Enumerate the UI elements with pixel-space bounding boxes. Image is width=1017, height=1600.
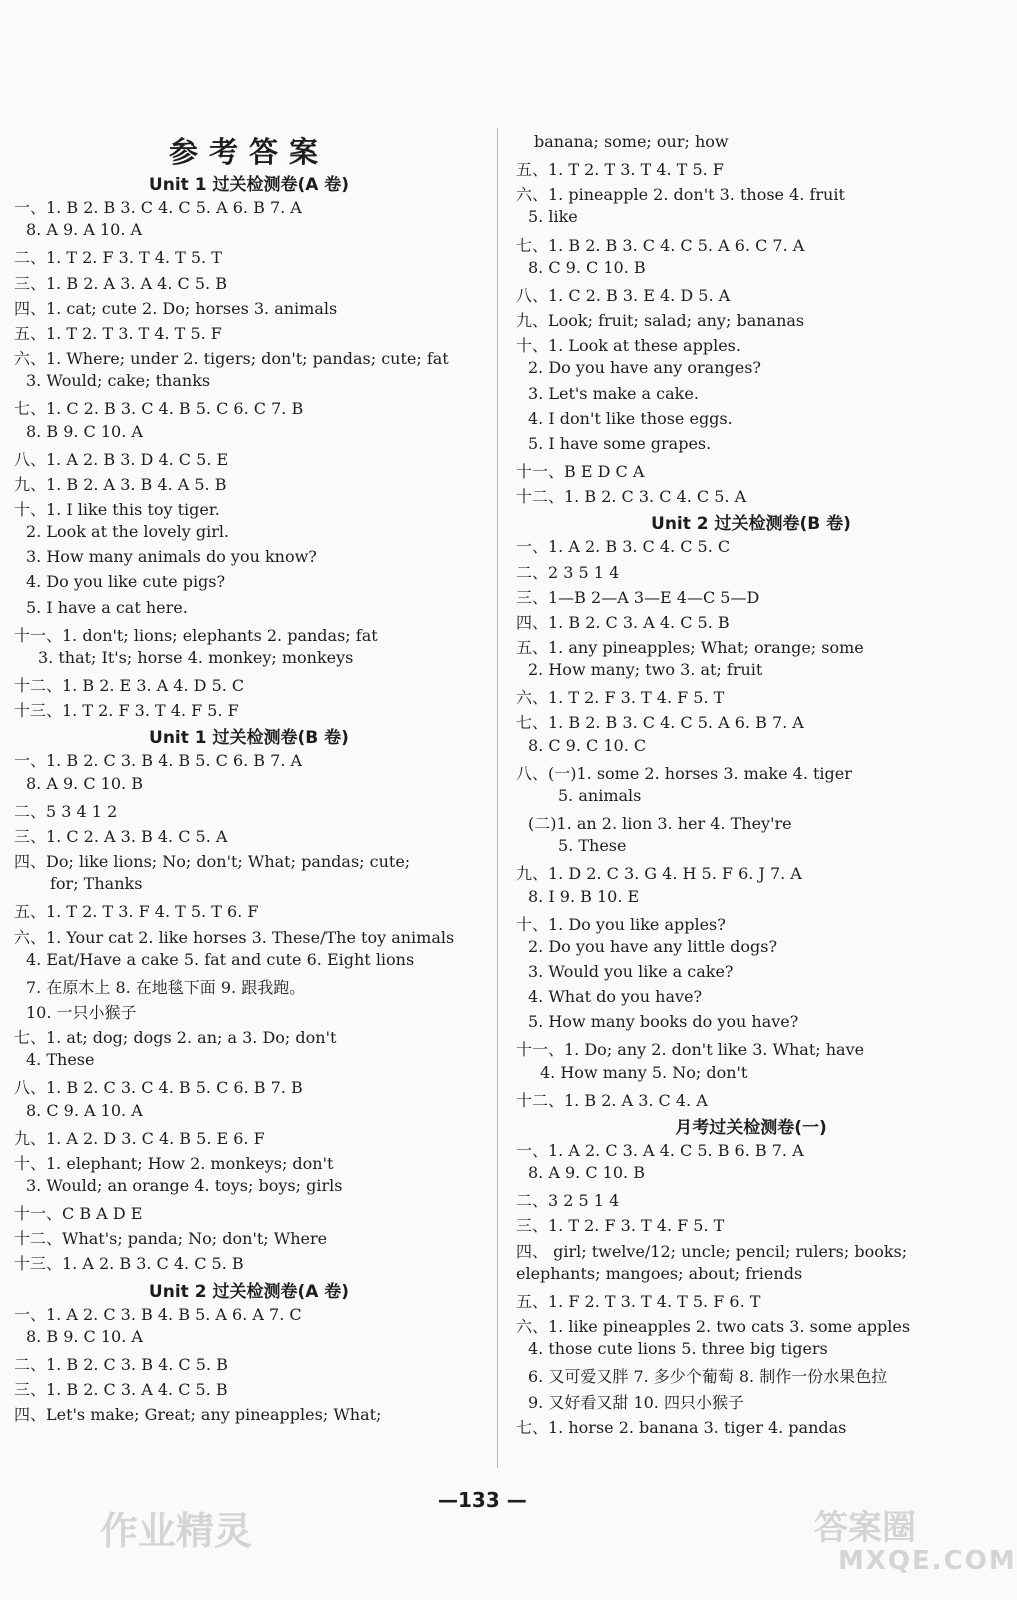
column-divider: [497, 128, 498, 1468]
answer-line: 五、1. T 2. T 3. F 4. T 5. T 6. F: [14, 902, 259, 922]
answer-line: 六、1. pineapple 2. don't 3. those 4. fruit: [516, 185, 845, 205]
answer-line: 五、1. F 2. T 3. T 4. T 5. F 6. T: [516, 1291, 761, 1311]
answer-line: 十一、B E D C A: [516, 461, 645, 481]
answer-line: 一、1. A 2. C 3. B 4. B 5. A 6. A 7. C: [14, 1304, 302, 1324]
answer-line: 四、 girl; twelve/12; uncle; pencil; rulers; books;: [516, 1241, 908, 1261]
answer-line: 一、1. A 2. C 3. A 4. C 5. B 6. B 7. A: [516, 1141, 804, 1160]
answer-line: 4. These: [26, 1050, 95, 1070]
answer-line: 3. Would; cake; thanks: [26, 371, 211, 391]
watermark-left: 作业精灵: [100, 1508, 253, 1553]
answer-line: 八、(一)1. some 2. horses 3. make 4. tiger: [516, 763, 852, 783]
answer-line: 十一、C B A D E: [14, 1204, 143, 1224]
answer-line: 十二、What's; panda; No; don't; Where: [14, 1229, 328, 1249]
answer-line: 五、1. any pineapples; What; orange; some: [516, 638, 864, 657]
answer-line: 九、1. D 2. C 3. G 4. H 5. F 6. J 7. A: [516, 864, 802, 884]
answer-line: 5. like: [528, 207, 578, 227]
answer-line: 8. A 9. C 10. B: [26, 773, 143, 793]
section-heading: Unit 1 过关检测卷(B 卷): [149, 728, 349, 749]
answer-line: (二)1. an 2. lion 3. her 4. They're: [528, 814, 792, 834]
answer-line: 八、1. A 2. B 3. D 4. C 5. E: [14, 449, 229, 469]
answer-line: 一、1. B 2. C 3. B 4. B 5. C 6. B 7. A: [14, 751, 303, 771]
answer-line: 十二、1. B 2. C 3. C 4. C 5. A: [516, 487, 747, 507]
answer-line: 三、1. C 2. A 3. B 4. C 5. A: [14, 826, 228, 846]
answer-line: 七、1. horse 2. banana 3. tiger 4. pandas: [516, 1417, 847, 1437]
answer-line: 八、1. B 2. C 3. C 4. B 5. C 6. B 7. B: [14, 1078, 303, 1098]
answer-line: 一、1. B 2. B 3. C 4. C 5. A 6. B 7. A: [14, 198, 302, 218]
answer-line: 3. How many animals do you know?: [26, 547, 317, 567]
section-heading: Unit 2 过关检测卷(B 卷): [651, 514, 851, 535]
answer-line: for; Thanks: [50, 874, 143, 894]
answer-line: 七、1. at; dog; dogs 2. an; a 3. Do; don't: [14, 1028, 337, 1048]
answer-line: elephants; mangoes; about; friends: [516, 1263, 803, 1283]
answer-line: 七、1. B 2. B 3. C 4. C 5. A 6. C 7. A: [516, 235, 805, 255]
page-number: —133 —: [438, 1488, 527, 1512]
answer-line: 十二、1. B 2. A 3. C 4. A: [516, 1090, 708, 1110]
answer-line: 2. Do you have any oranges?: [528, 358, 761, 378]
answer-line: 十、1. Do you like apples?: [516, 914, 726, 934]
answer-line: 三、1—B 2—A 3—E 4—C 5—D: [516, 587, 760, 607]
answer-line: 8. C 9. C 10. C: [528, 735, 647, 755]
answer-line: 2. Look at the lovely girl.: [26, 522, 230, 542]
answer-line: 六、1. like pineapples 2. two cats 3. some apples: [516, 1317, 911, 1337]
answer-line: 3. that; It's; horse 4. monkey; monkeys: [38, 647, 354, 667]
answer-line: 10. 一只小猴子: [26, 1002, 137, 1022]
answer-line: 十一、1. don't; lions; elephants 2. pandas; fat: [14, 625, 378, 645]
answer-line: 二、1. T 2. F 3. T 4. T 5. T: [14, 248, 222, 268]
answer-line: 3. Would; an orange 4. toys; boys; girls: [26, 1176, 343, 1195]
answer-line: 十三、1. T 2. F 3. T 4. F 5. F: [14, 701, 239, 721]
answer-line: banana; some; our; how: [534, 132, 729, 151]
answer-line: 2. Do you have any little dogs?: [528, 936, 778, 956]
answer-line: 五、1. T 2. T 3. T 4. T 5. F: [14, 323, 222, 343]
answer-line: 九、Look; fruit; salad; any; bananas: [516, 311, 805, 331]
answer-line: 5. I have a cat here.: [26, 597, 188, 617]
answer-line: 十、1. I like this toy tiger.: [14, 499, 220, 519]
answer-line: 九、1. A 2. D 3. C 4. B 5. E 6. F: [14, 1128, 265, 1148]
answer-line: 十二、1. B 2. E 3. A 4. D 5. C: [14, 676, 245, 695]
answer-line: 九、1. B 2. A 3. B 4. A 5. B: [14, 474, 227, 494]
answer-line: 四、1. cat; cute 2. Do; horses 3. animals: [14, 298, 338, 318]
answer-line: 七、1. B 2. B 3. C 4. C 5. A 6. B 7. A: [516, 713, 804, 733]
answer-line: 9. 又好看又甜 10. 四只小猴子: [528, 1392, 744, 1412]
answer-line: 8. B 9. C 10. A: [26, 1326, 143, 1346]
answer-line: 8. A 9. C 10. B: [528, 1163, 645, 1183]
answer-line: 5. animals: [558, 785, 642, 805]
answer-line: 5. These: [558, 836, 627, 856]
section-heading: 月考过关检测卷(一): [675, 1117, 827, 1138]
watermark-url: MXQE.COM: [838, 1546, 1017, 1576]
answer-line: 8. C 9. A 10. A: [26, 1100, 143, 1120]
answer-line: 十三、1. A 2. B 3. C 4. C 5. B: [14, 1254, 244, 1274]
answer-line: 四、Do; like lions; No; don't; What; pandas; cute;: [14, 852, 411, 872]
answer-line: 4. What do you have?: [528, 987, 703, 1007]
answer-line: 4. those cute lions 5. three big tigers: [528, 1339, 828, 1359]
answer-line: 7. 在原木上 8. 在地毯下面 9. 跟我跑。: [26, 977, 306, 997]
answer-line: 八、1. C 2. B 3. E 4. D 5. A: [516, 285, 731, 305]
answer-line: 三、1. B 2. C 3. A 4. C 5. B: [14, 1380, 228, 1400]
answer-line: 六、1. Your cat 2. like horses 3. These/The toy animals: [14, 927, 455, 947]
watermark-right: 答案圈: [814, 1508, 916, 1548]
answer-line: 6. 又可爱又胖 7. 多少个葡萄 8. 制作一份水果色拉: [528, 1367, 888, 1387]
answer-line: 4. I don't like those eggs.: [528, 408, 733, 428]
answer-line: 四、1. B 2. C 3. A 4. C 5. B: [516, 612, 730, 632]
section-heading: Unit 2 过关检测卷(A 卷): [148, 1281, 350, 1302]
answer-line: 十一、1. Do; any 2. don't like 3. What; have: [516, 1040, 865, 1060]
answer-line: 二、1. B 2. C 3. B 4. C 5. B: [14, 1355, 228, 1375]
answer-line: 8. C 9. C 10. B: [528, 257, 646, 277]
answer-line: 四、Let's make; Great; any pineapples; What;: [14, 1405, 382, 1425]
answer-line: 三、1. B 2. A 3. A 4. C 5. B: [14, 273, 227, 293]
section-heading: Unit 1 过关检测卷(A 卷): [148, 175, 350, 195]
answer-line: 4. Eat/Have a cake 5. fat and cute 6. Eight lions: [26, 949, 415, 969]
answer-line: 5. I have some grapes.: [528, 433, 712, 453]
answer-line: 二、5 3 4 1 2: [14, 801, 118, 821]
page-title: 参考答案: [168, 135, 329, 169]
answer-line: 六、1. Where; under 2. tigers; don't; pandas; cute; fat: [14, 349, 449, 369]
answer-line: 3. Let's make a cake.: [528, 383, 699, 403]
answer-line: 十、1. Look at these apples.: [516, 336, 741, 356]
answer-line: 8. I 9. B 10. E: [528, 886, 640, 906]
answer-line: 2. How many; two 3. at; fruit: [528, 660, 763, 680]
answer-line: 4. Do you like cute pigs?: [26, 572, 226, 592]
answer-line: 六、1. T 2. F 3. T 4. F 5. T: [516, 688, 725, 708]
answer-line: 8. A 9. A 10. A: [26, 220, 143, 240]
answer-line: 十、1. elephant; How 2. monkeys; don't: [14, 1153, 334, 1173]
answer-line: 5. How many books do you have?: [528, 1012, 799, 1032]
answer-line: 三、1. T 2. F 3. T 4. F 5. T: [516, 1216, 725, 1236]
answer-line: 8. B 9. C 10. A: [26, 421, 143, 441]
answer-line: 二、3 2 5 1 4: [516, 1191, 620, 1211]
answer-line: 一、1. A 2. B 3. C 4. C 5. C: [516, 537, 731, 557]
answer-line: 七、1. C 2. B 3. C 4. B 5. C 6. C 7. B: [14, 399, 304, 419]
answer-line: 二、2 3 5 1 4: [516, 562, 620, 582]
answer-line: 五、1. T 2. T 3. T 4. T 5. F: [516, 160, 724, 180]
answer-line: 3. Would you like a cake?: [528, 961, 734, 981]
answer-line: 4. How many 5. No; don't: [540, 1062, 748, 1082]
